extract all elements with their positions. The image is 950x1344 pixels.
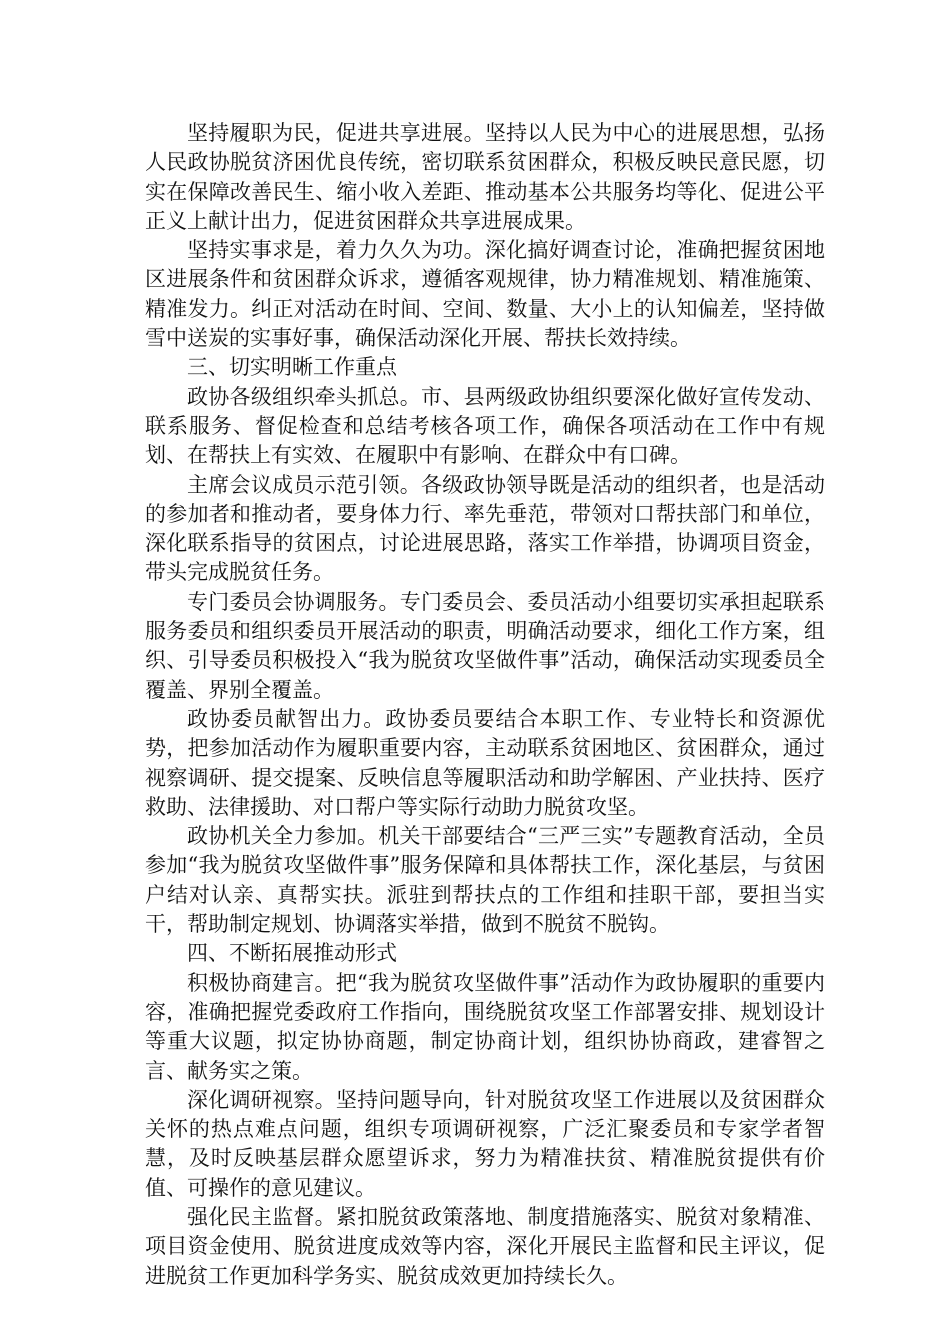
paragraph-chairman-meeting: 主席会议成员示范引领。各级政协领导既是活动的组织者，也是活动的参加者和推动者，要身体力行、率先垂范，带领对口帮扶部门和单位，深化联系指导的贫困点，讨论进展思路，落实工作举措，协调项目资金，带头完成脱贫任务。 bbox=[145, 472, 825, 585]
section-heading-3: 三、切实明晰工作重点 bbox=[187, 355, 397, 380]
paragraph-cppcc-organs: 政协机关全力参加。机关干部要结合“三严三实”专题教育活动，全员参加“我为脱贫攻坚做件事”服务保障和具体帮扶工作，深化基层，与贫困户结对认亲、真帮实扶。派驻到帮扶点的工作组和挂职干部，要担当实干，帮助制定规划、协调落实举措，做到不脱贫不脱钩。 bbox=[145, 824, 825, 937]
document-body bbox=[145, 119, 825, 1291]
paragraph-cppcc-organizations: 政协各级组织牵头抓总。市、县两级政协组织要深化做好宣传发动、联系服务、督促检查和总结考核各项工作，确保各项活动在工作中有规划、在帮扶上有实效、在履职中有影响、在群众中有口碑。 bbox=[145, 384, 825, 468]
paragraph-cppcc-members: 政协委员献智出力。政协委员要结合本职工作、专业特长和资源优势，把参加活动作为履职重要内容，主动联系贫困地区、贫困群众，通过视察调研、提交提案、反映信息等履职活动和助学解困、产业扶持、医疗救助、法律援助、对口帮户等实际行动助力脱贫攻坚。 bbox=[145, 706, 825, 819]
paragraph-perform-duties: 坚持履职为民，促进共享进展。坚持以人民为中心的进展思想，弘扬人民政协脱贫济困优良传统，密切联系贫困群众，积极反映民意民愿，切实在保障改善民生、缩小收入差距、推动基本公共服务均等化、促进公平正义上献计出力，促进贫困群众共享进展成果。 bbox=[145, 121, 825, 233]
paragraph-special-committee: 专门委员会协调服务。专门委员会、委员活动小组要切实承担起联系服务委员和组织委员开展活动的职责，明确活动要求，细化工作方案，组织、引导委员积极投入“我为脱贫攻坚做件事”活动，确保活动实现委员全覆盖、界别全覆盖。 bbox=[145, 589, 825, 702]
section-heading-4: 四、不断拓展推动形式 bbox=[187, 941, 397, 966]
paragraph-seek-truth: 坚持实事求是，着力久久为功。深化搞好调查讨论，准确把握贫困地区进展条件和贫困群众诉求，遵循客观规律，协力精准规划、精准施策、精准发力。纠正对活动在时间、空间、数量、大小上的认知偏差，坚持做雪中送炭的实事好事，确保活动深化开展、帮扶长效持续。 bbox=[145, 238, 825, 351]
paragraph-research-inspection: 深化调研视察。坚持问题导向，针对脱贫攻坚工作进展以及贫困群众关怀的热点难点问题，组织专项调研视察，广泛汇聚委员和专家学者智慧，及时反映基层群众愿望诉求，努力为精准扶贫、精准脱贫提供有价值、可操作的意见建议。 bbox=[145, 1087, 825, 1200]
paragraph-consultation: 积极协商建言。把“我为脱贫攻坚做件事”活动作为政协履职的重要内容，准确把握党委政府工作指向，围绕脱贫攻坚工作部署安排、规划设计等重大议题，拟定协协商题，制定协商计划，组织协协商政，建睿智之言、献务实之策。 bbox=[145, 970, 825, 1083]
paragraph-democratic-supervision: 强化民主监督。紧扣脱贫政策落地、制度措施落实、脱贫对象精准、项目资金使用、脱贫进度成效等内容，深化开展民主监督和民主评议，促进脱贫工作更加科学务实、脱贫成效更加持续长久。 bbox=[145, 1204, 825, 1288]
